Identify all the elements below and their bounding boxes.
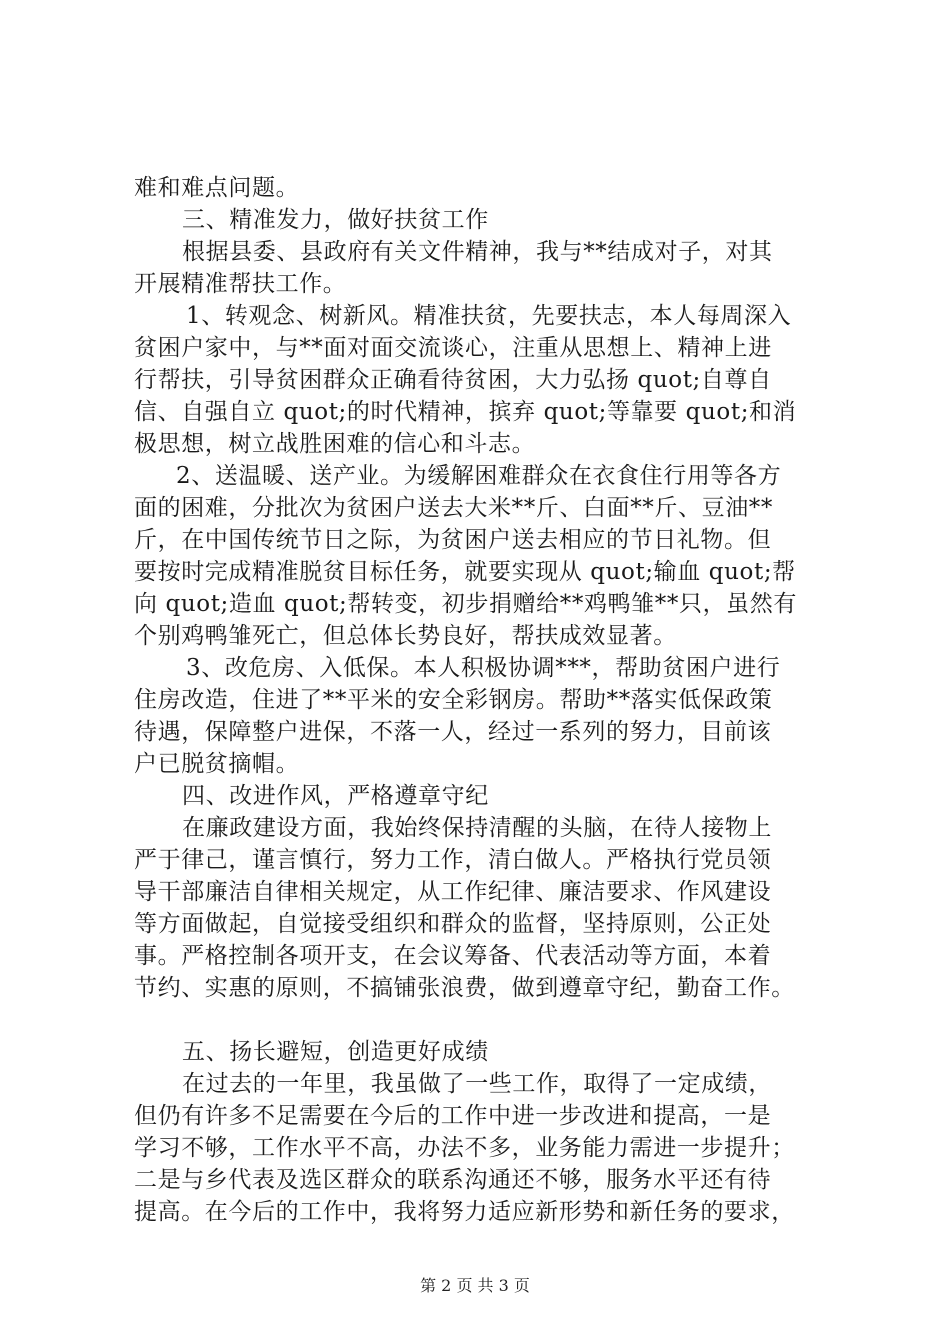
text-line: 开展精准帮扶工作。	[134, 271, 347, 297]
text-line: 个别鸡鸭雏死亡，但总体长势良好，帮扶成效显著。	[134, 623, 677, 649]
section-heading: 五、扬长避短，创造更好成绩	[182, 1039, 489, 1065]
text-line: 待遇，保障整户进保，不落一人，经过一系列的努力，目前该	[134, 719, 772, 745]
text-line: 二是与乡代表及选区群众的联系沟通还不够，服务水平还有待	[134, 1167, 772, 1193]
text-line: 学习不够，工作水平不高，办法不多，业务能力需进一步提升；	[134, 1135, 795, 1161]
text-line: 贫困户家中，与**面对面交流谈心，注重从思想上、精神上进	[134, 335, 772, 361]
text-line: 要按时完成精准脱贫目标任务，就要实现从 quot;输血 quot;帮	[134, 559, 796, 585]
text-line: 在廉政建设方面，我始终保持清醒的头脑，在待人接物上	[182, 815, 772, 841]
text-line: 等方面做起，自觉接受组织和群众的监督，坚持原则，公正处	[134, 911, 772, 937]
page-number-footer: 第 2 页 共 3 页	[420, 1276, 530, 1295]
text-line: 信、自强自立 quot;的时代精神，摈弃 quot;等靠要 quot;和消	[134, 399, 797, 425]
section-heading: 三、精准发力，做好扶贫工作	[182, 207, 489, 233]
text-line: 但仍有许多不足需要在今后的工作中进一步改进和提高，一是	[134, 1103, 772, 1129]
text-line: 行帮扶，引导贫困群众正确看待贫困，大力弘扬 quot;自尊自	[134, 367, 772, 393]
text-line: 提高。在今后的工作中，我将努力适应新形势和新任务的要求，	[134, 1199, 795, 1225]
text-line: 在过去的一年里，我虽做了一些工作，取得了一定成绩，	[182, 1071, 772, 1097]
text-line: 事。严格控制各项开支，在会议筹备、代表活动等方面，本着	[134, 943, 772, 969]
text-line: 难和难点问题。	[134, 175, 300, 201]
text-line: 2、送温暖、送产业。为缓解困难群众在衣食住行用等各方	[176, 463, 782, 489]
text-line: 面的困难，分批次为贫困户送去大米**斤、白面**斤、豆油**	[134, 495, 773, 521]
text-line: 节约、实惠的原则，不搞铺张浪费，做到遵章守纪，勤奋工作。	[134, 975, 795, 1001]
text-line: 户已脱贫摘帽。	[134, 751, 300, 777]
text-line: 3、改危房、入低保。本人积极协调***，帮助贫困户进行	[186, 655, 781, 681]
text-line: 极思想，树立战胜困难的信心和斗志。	[134, 431, 536, 457]
text-line: 向 quot;造血 quot;帮转变，初步捐赠给**鸡鸭雏**只，虽然有	[134, 591, 797, 617]
section-heading: 四、改进作风，严格遵章守纪	[182, 783, 489, 809]
text-line: 根据县委、县政府有关文件精神，我与**结成对子，对其	[182, 239, 773, 265]
text-line: 严于律己，谨言慎行，努力工作，清白做人。严格执行党员领	[134, 847, 772, 873]
text-line: 斤，在中国传统节日之际，为贫困户送去相应的节日礼物。但	[134, 527, 772, 553]
text-line: 住房改造，住进了**平米的安全彩钢房。帮助**落实低保政策	[134, 687, 773, 713]
text-line: 导干部廉洁自律相关规定，从工作纪律、廉洁要求、作风建设	[134, 879, 772, 905]
text-line: 1、转观念、树新风。精准扶贫，先要扶志，本人每周深入	[186, 303, 792, 329]
